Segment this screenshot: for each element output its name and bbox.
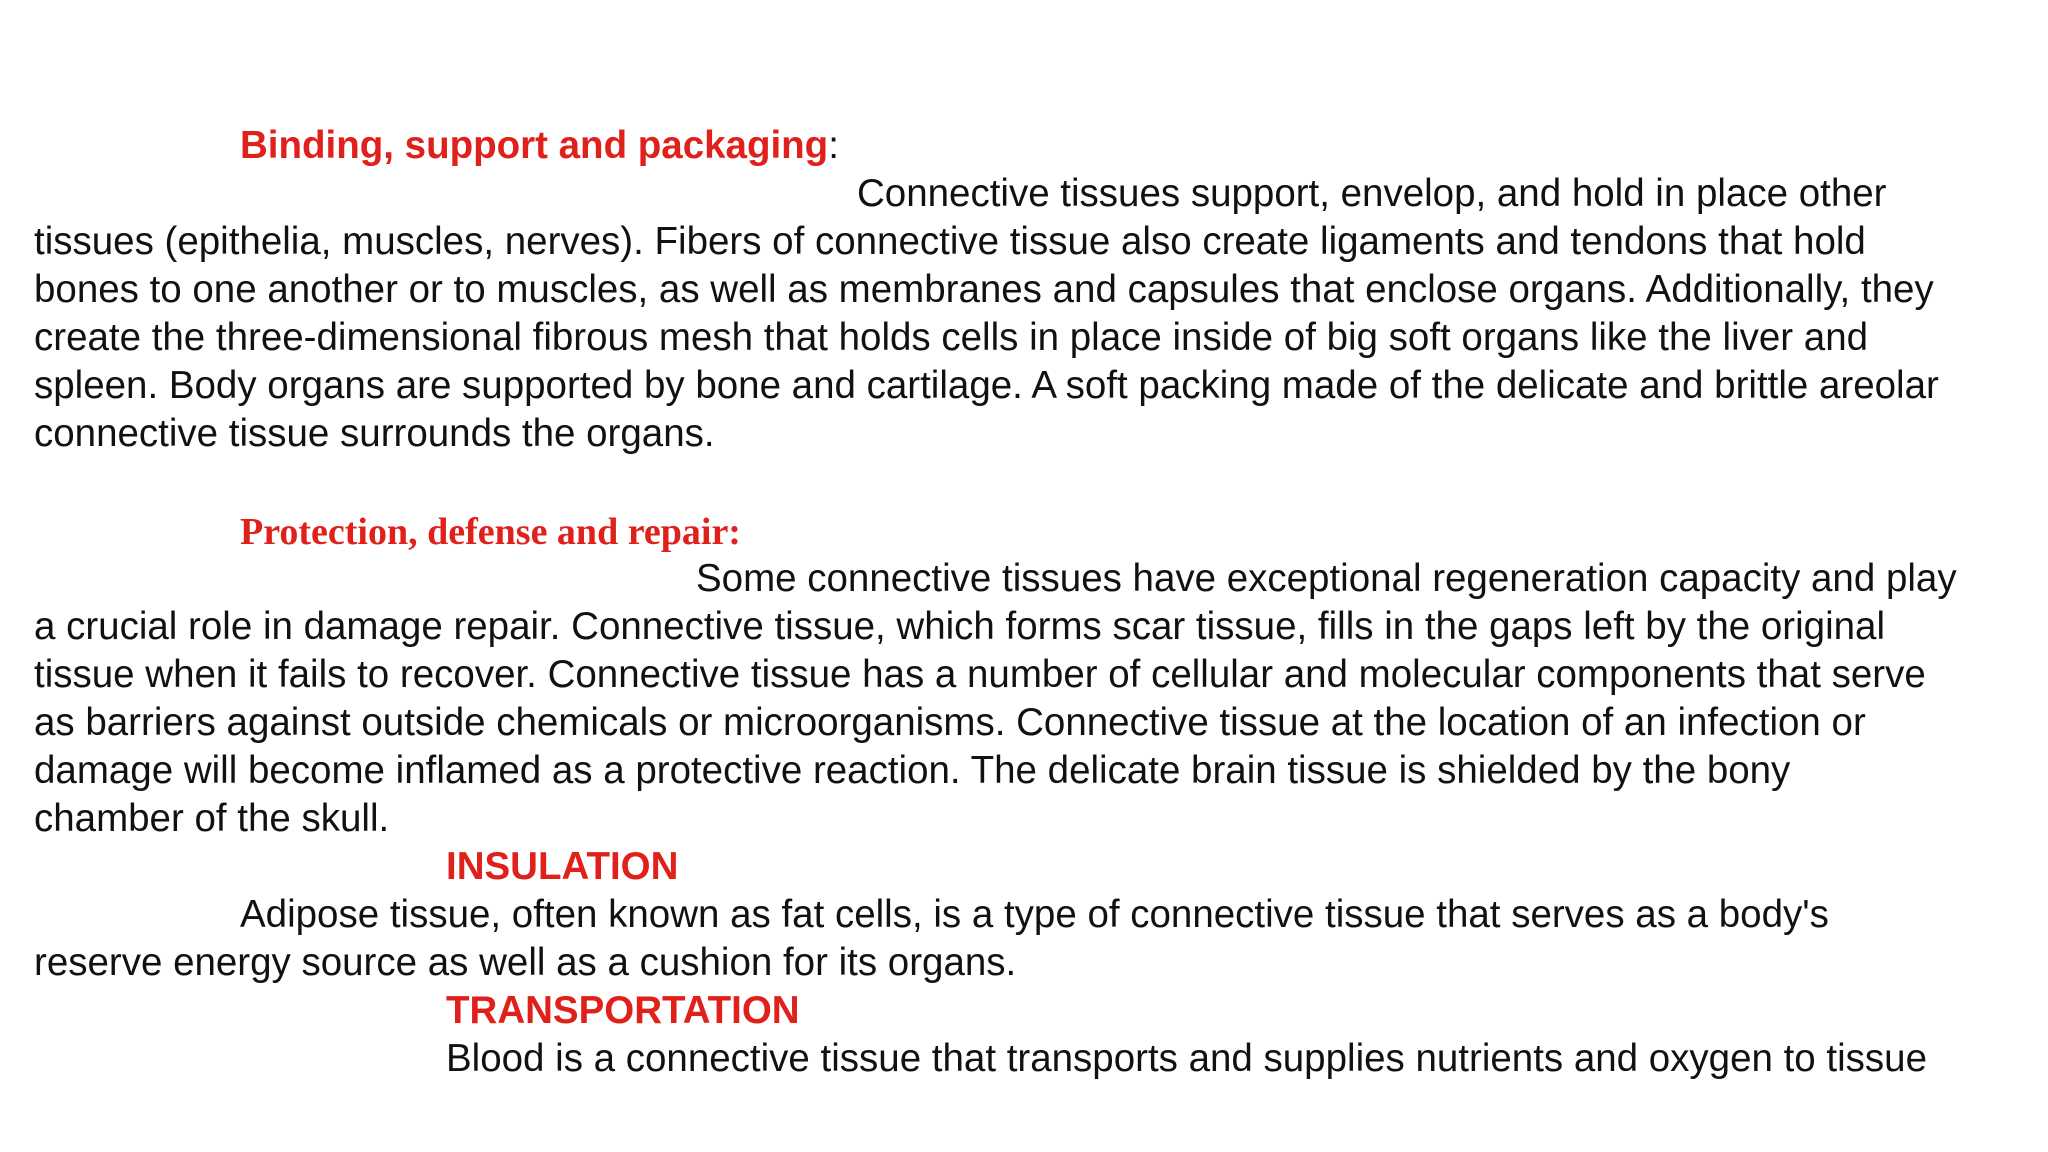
binding-line-1: Connective tissues support, envelop, and hold in place other: [857, 172, 1887, 215]
binding-line-4: create the three-dimensional fibrous mesh that holds cells in place inside of big soft organs like the liver and: [34, 316, 1869, 359]
heading-binding-text: Binding, support and packaging: [240, 124, 829, 167]
protection-line-3: tissue when it fails to recover. Connective tissue has a number of cellular and molecular components that serve: [34, 653, 1926, 696]
heading-protection-defense-repair: Protection, defense and repair:: [240, 511, 741, 553]
protection-line-6: chamber of the skull.: [34, 797, 390, 840]
protection-line-1: Some connective tissues have exceptional regeneration capacity and play: [696, 557, 1957, 600]
binding-line-3: bones to one another or to muscles, as well as membranes and capsules that enclose organs. Additionally, they: [34, 268, 1934, 311]
heading-binding-colon: :: [828, 124, 839, 167]
insulation-line-1: Adipose tissue, often known as fat cells, is a type of connective tissue that serves as a body's: [240, 893, 1829, 936]
transportation-line-1: Blood is a connective tissue that transports and supplies nutrients and oxygen to tissue: [446, 1037, 1927, 1080]
binding-line-6: connective tissue surrounds the organs.: [34, 412, 715, 455]
binding-line-2: tissues (epithelia, muscles, nerves). Fibers of connective tissue also create ligaments and tendons that hold: [34, 220, 1866, 263]
protection-line-4: as barriers against outside chemicals or microorganisms. Connective tissue at the location of an infection or: [34, 701, 1866, 744]
heading-transportation: TRANSPORTATION: [446, 989, 800, 1032]
heading-insulation: INSULATION: [446, 845, 679, 888]
protection-line-5: damage will become inflamed as a protective reaction. The delicate brain tissue is shielded by the bony: [34, 749, 1791, 792]
protection-line-2: a crucial role in damage repair. Connective tissue, which forms scar tissue, fills in the gaps left by the original: [34, 605, 1886, 648]
heading-binding-support-packaging: [240, 122, 839, 170]
binding-line-5: spleen. Body organs are supported by bone and cartilage. A soft packing made of the delicate and brittle areolar: [34, 364, 1939, 407]
insulation-line-2: reserve energy source as well as a cushion for its organs.: [34, 941, 1017, 984]
